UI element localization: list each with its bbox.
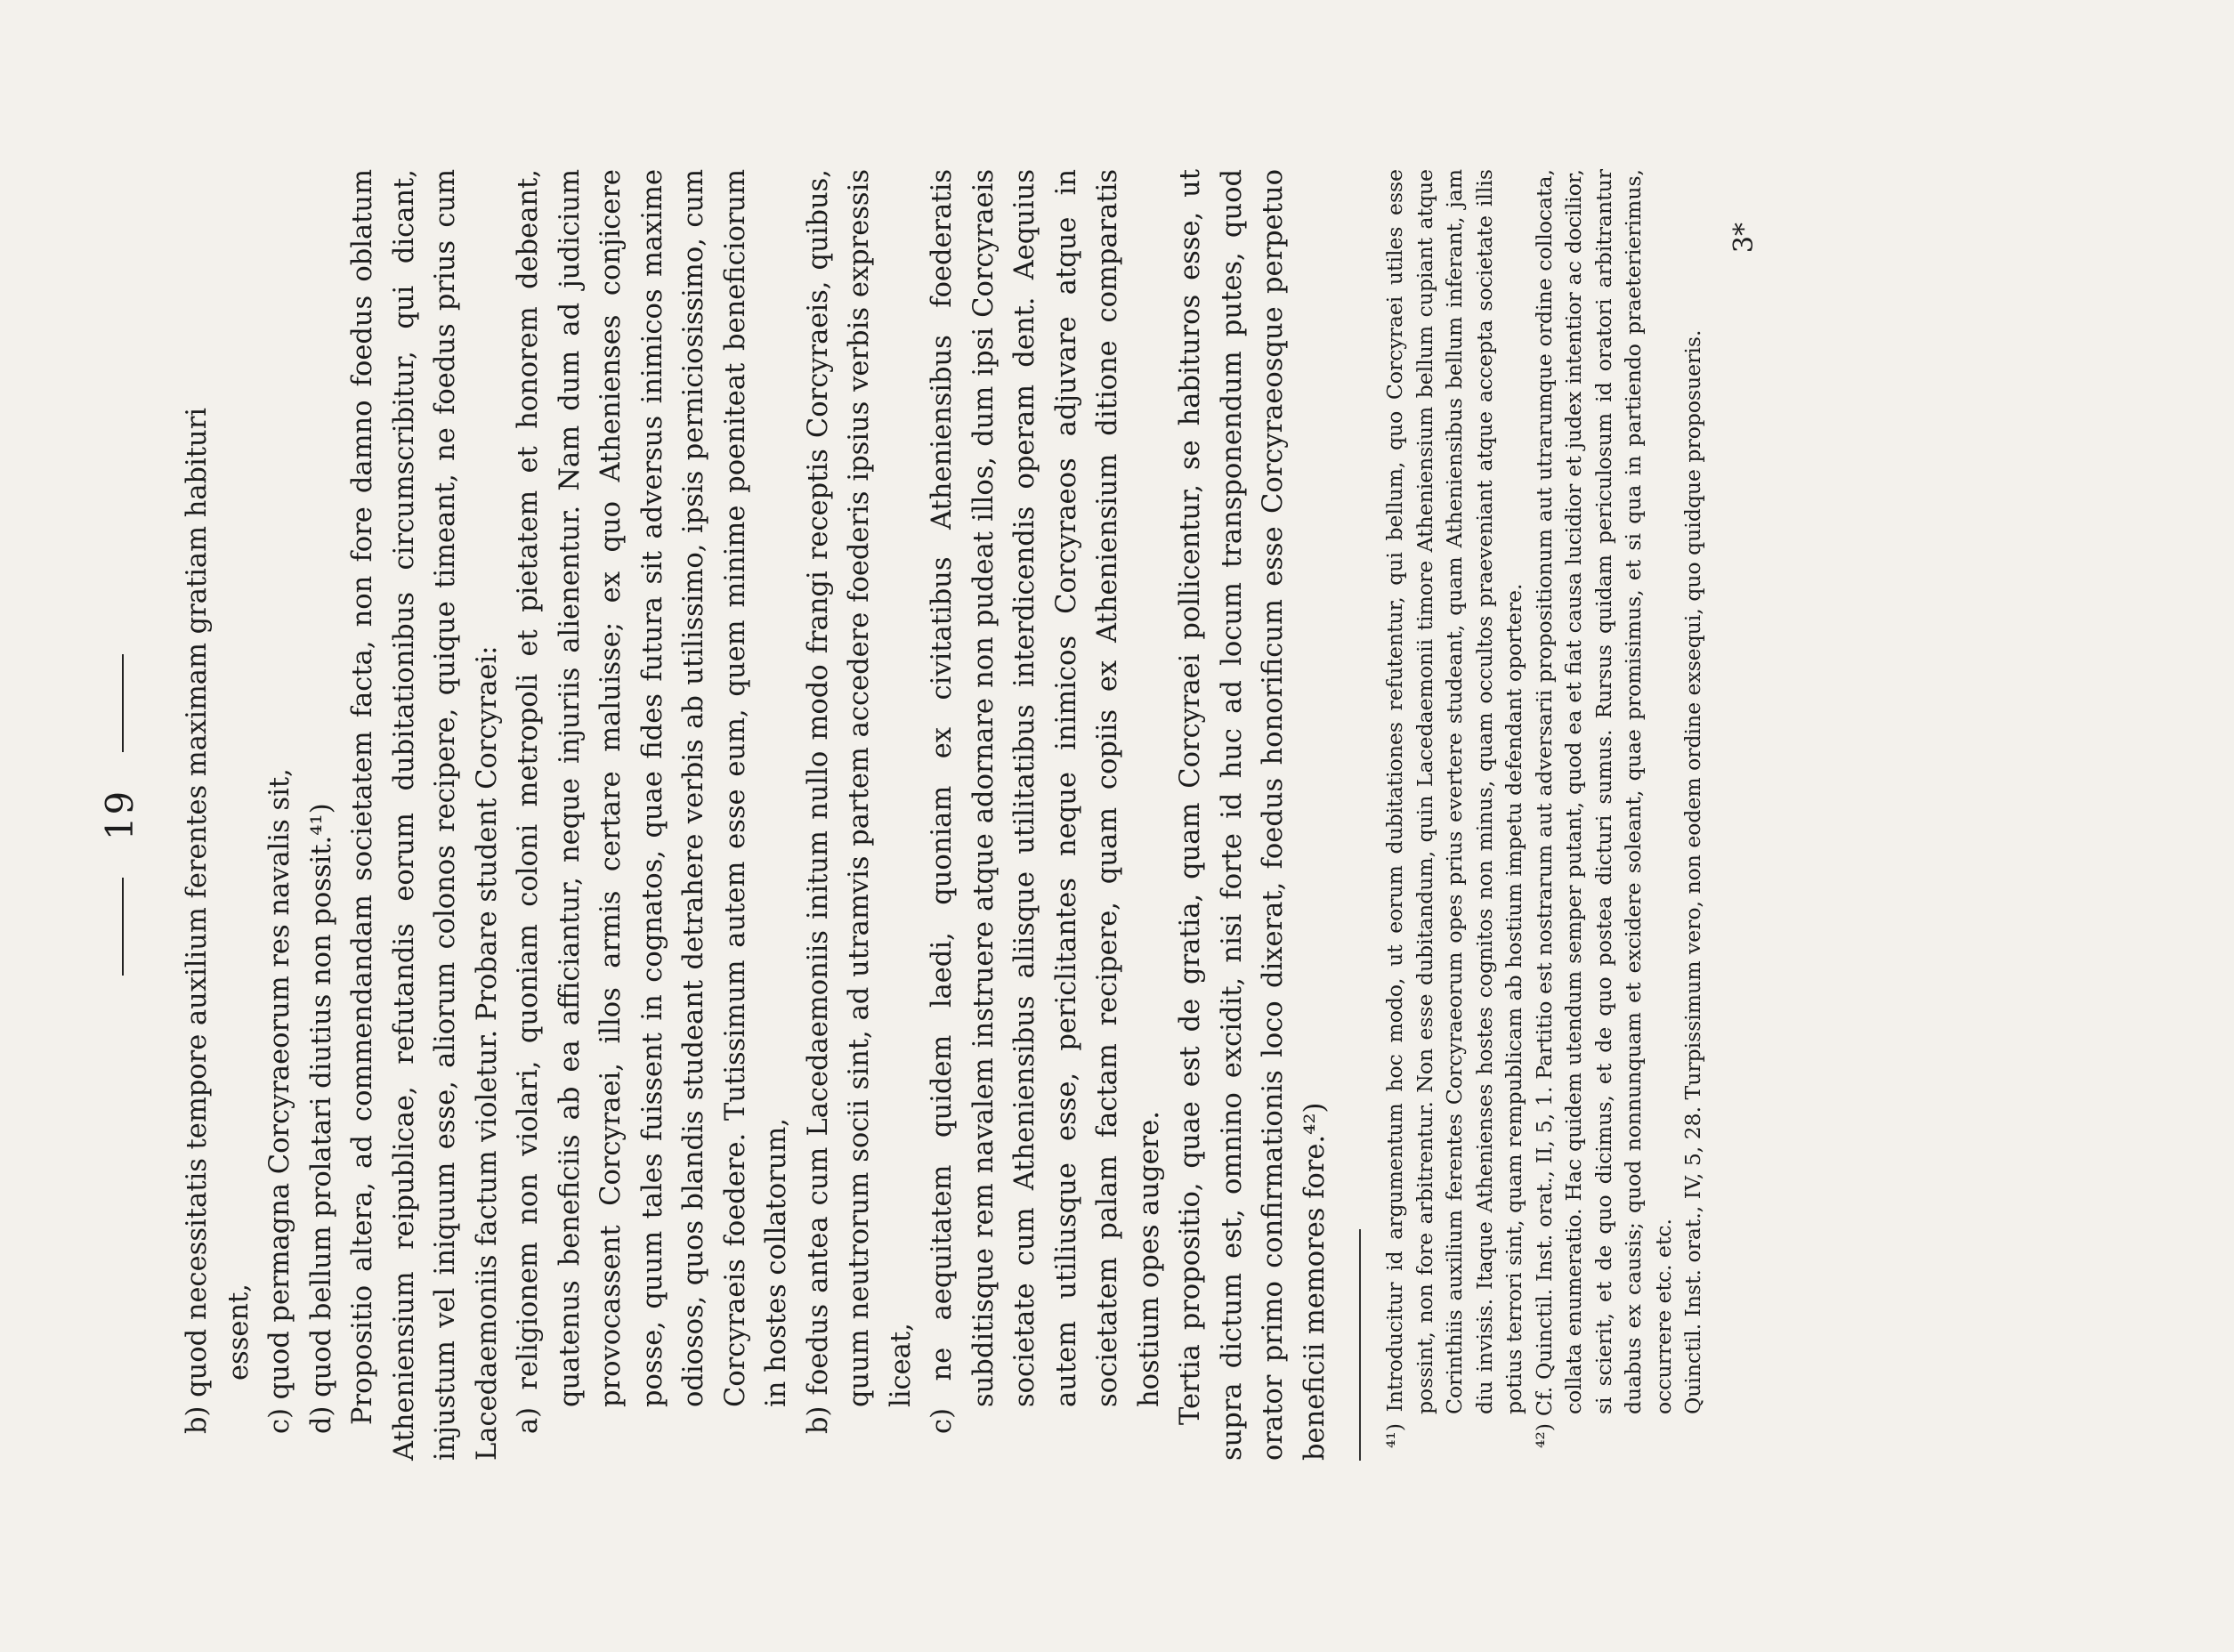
body-paragraph: essent, [223,1284,255,1381]
footnote-rule [1359,1229,1361,1461]
body-paragraph: c) quod permagna Corcyraeorum res navalis sit, [264,768,295,1434]
body-paragraph: a) religionem non violari, quoniam coloni metropoli et pietatem et honorem debeant, quatenus beneficiis ab ea afficiantur, neque injuriis alienentur. Nam dum ad judicium provocassent Corcyraei, illos armis certare maluisse; ex quo Athenienses conjicere posse, quum tales fuissent in cognatos, quae fides futura sit adversus inimicos maxime odiosos, quos blandis studeant detrahere verbis ab utilissimo, ipsis perniciosissimo, cum Corcyraeis foedere. Tutissimum autem esse eum, quem minime poeniteat beneficiorum in hostes collatorum, [513,169,792,1434]
body-paragraph: Propositio altera, ad commendandam societatem facta, non fore damno foedus oblatum Atheniensium reipublicae, refutandis eorum dubitationibus circumscribitur, qui dicant, injustum vel iniquum esse, aliorum colonos recipere, quique timeant, ne foedus prius cum Lacedaemoniis factum violetur. Probare student Corcyraei: [347,169,503,1461]
footnotes [1380,169,1709,1461]
body-paragraph: b) foedus antea cum Lacedaemoniis initum nullo modo frangi receptis Corcyraeis, quibus, quum neutrorum socii sint, ad utramvis partem accedere foederis ipsius verbis expressis liceat, [802,169,917,1434]
page-number: 19 [98,789,142,841]
footnote: ⁴¹) Introducitur id argumentum hoc modo, ut eorum dubitationes refutentur, qui bellum, quo Corcyraei utiles esse possint, non fore arbitrentur. Non esse dubitandum, quin Lacedaemonii timore Atheniensium bellum cupiant atque Corinthiis auxilium ferentes Corcyraeorum opes prius evertere studeant, quam Atheniensibus bellum inferant, jam diu invisis. Itaque Athenienses hostes cognitos non minus, quam occultos praeveniant atque accepta societate illis potius terrori sint, quam rempublicam ab hostium impetu defendant oportere. [1382,169,1526,1448]
body-paragraph: b) quod necessitatis tempore auxilium ferentes maximam gratiam habituri [182,407,213,1434]
body-text [177,169,1336,1461]
signature-mark: 3* [1728,223,1760,254]
body-paragraph: Tertia propositio, quae est de gratia, quam Corcyraei pollicentur, se habituros esse, ut supra dictum est, omnino excidit, nisi forte id huc ad locum transponendum putes, quod orator primo confirmationis loco dixerat, foedus honorificum esse Corcyraeosque perpetuo beneficii memores fore.⁴²) [1175,169,1331,1461]
footnote: Quinctil. Inst. orat., IV, 5, 28. Turpissimum vero, non eodem ordine exsequi, quo quidque proposueris. [1680,329,1705,1414]
body-paragraph: c) ne aequitatem quidem laedi, quoniam ex civitatibus Atheniensibus foederatis subditisque rem navalem instruere atque adornare non pudeat illos, dum ipsi Corcyraeis societate cum Atheniensibus aliisque utilitatibus interdicendis operam dent. Aequius autem utiliusque esse, periclitantes neque inimicos Corcyraeos adjuvare atque in societatem palam factam recipere, quam copiis ex Atheniensium ditione comparatis hostium opes augere. [927,169,1165,1434]
header-dash-right [122,654,124,752]
body-paragraph: d) quod bellum prolatari diutius non possit.⁴¹) [305,803,337,1434]
page-header [98,169,142,1461]
header-dash-left [122,878,124,976]
footnote: ⁴²) Cf. Quinctil. Inst. orat., II, 5, 1. Partitio est nostrarum aut adversarii propositionum aut utrarumque ordine collocata, collata enumeratio. Hac quidem utendum semper putant, quod ea et fiat causa lucidior et judex intentior ac docilior, si scierit, et de quo dicimus, et de quo postea dicturi sumus. Rursus quidam periculosum id oratori arbitrantur duabus ex causis; quod nonnunquam et excidere soleant, quae promisimus, et si qua in partiendo praeterierimus, occurrere etc. etc. [1531,169,1676,1448]
